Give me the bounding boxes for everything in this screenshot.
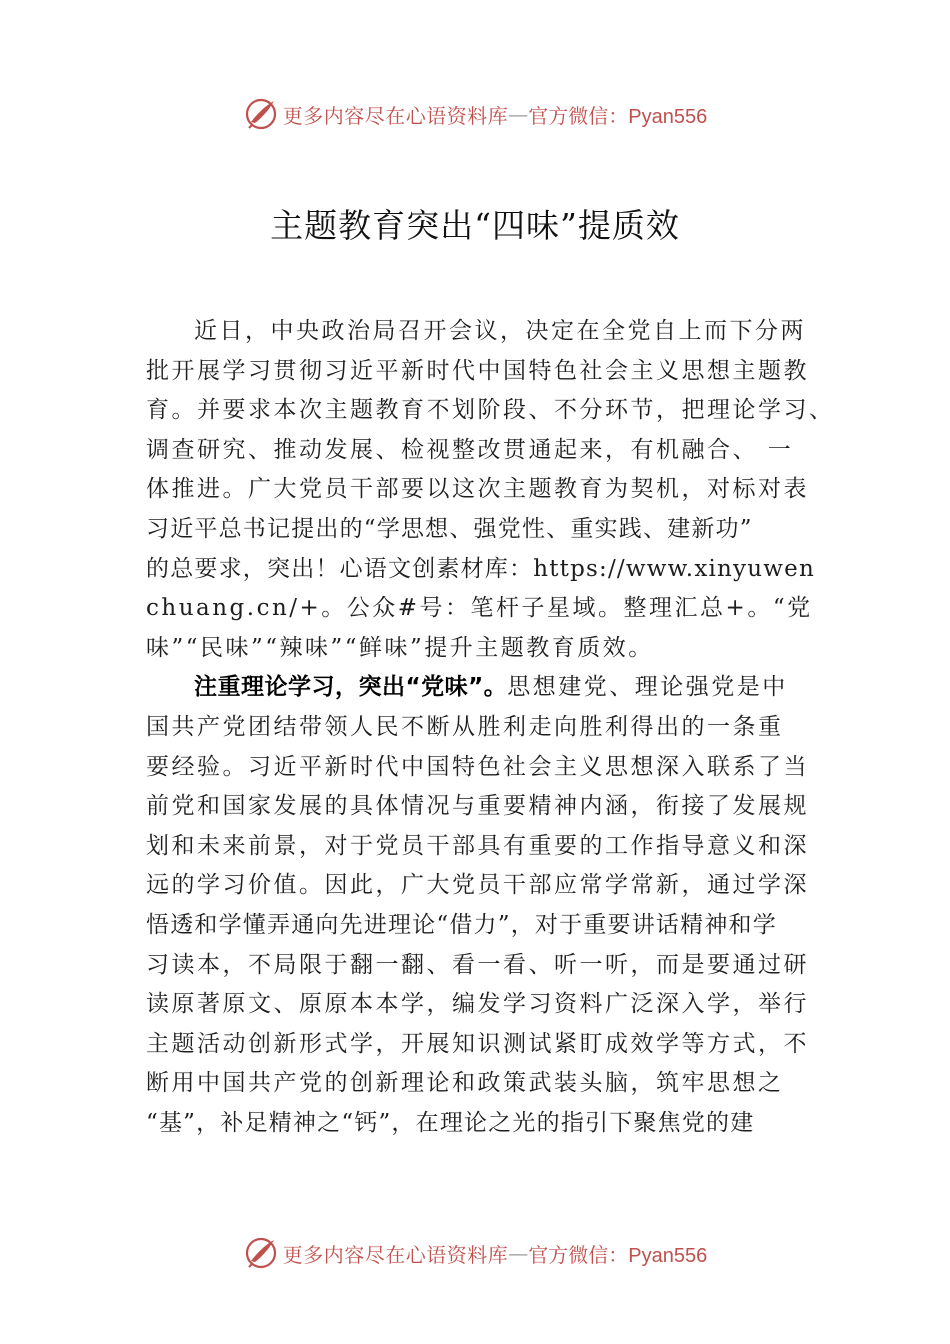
text-line: 调查研究、推动发展、检视整改贯通起来，有机融合、 一 bbox=[146, 436, 794, 463]
text-line bbox=[146, 668, 826, 708]
text-run: 思想建党、理论强党是中 bbox=[507, 674, 788, 701]
text-line: 习近平总书记提出的“学思想、强党性、重实践、建新功” bbox=[146, 515, 753, 542]
text-line: 读原著原文、原原本本学，编发学习资料广泛深入学，举行 bbox=[146, 991, 809, 1018]
section-heading: 注重理论学习，突出“党味”。 bbox=[194, 674, 508, 701]
text-line: 划和未来前景，对于党员干部具有重要的工作指导意义和深 bbox=[146, 832, 809, 859]
text-line: 近日，中央政治局召开会议，决定在全党自上而下分两 bbox=[194, 318, 806, 344]
text-line: 批开展学习贯彻习近平新时代中国特色社会主义思想主题教 bbox=[146, 357, 809, 384]
header-watermark-banner bbox=[0, 94, 950, 134]
text-line: “基”，补足精神之“钙”，在理论之光的指引下聚焦党的建 bbox=[146, 1109, 755, 1136]
text-line: 悟透和学懂弄通向先进理论“借力”，对于重要讲话精神和学 bbox=[146, 911, 777, 938]
text-line: 育。并要求本次主题教育不划阶段、不分环节，把理论学习、 bbox=[146, 397, 835, 424]
text-line: 要经验。习近平新时代中国特色社会主义思想深入联系了当 bbox=[146, 753, 809, 780]
text-line: chuang.cn/+。公众#号：笔杆子星域。整理汇总+。“党 bbox=[146, 595, 813, 622]
text-line: 远的学习价值。因此，广大党员干部应常学常新，通过学深 bbox=[146, 872, 809, 899]
text-line: 国共产党团结带领人民不断从胜利走向胜利得出的一条重 bbox=[146, 713, 784, 740]
text-line: 的总要求，突出！心语文创素材库：https://www.xinyuwen bbox=[146, 555, 815, 582]
text-line: 前党和国家发展的具体情况与重要精神内涵，衔接了发展规 bbox=[146, 793, 809, 820]
document-title: 主题教育突出“四味”提质效 bbox=[270, 206, 680, 245]
brand-text: 更多内容尽在心语资料库 bbox=[282, 1242, 509, 1267]
quill-pen-logo-icon bbox=[243, 1235, 279, 1271]
paragraph-1 bbox=[146, 312, 835, 668]
paragraph-2 bbox=[146, 668, 826, 1143]
text-line: 主题活动创新形式学，开展知识测试紧盯成效学等方式，不 bbox=[146, 1030, 809, 1057]
text-line: 味”“民味”“辣味”“鲜味”提升主题教育质效。 bbox=[146, 634, 654, 661]
brand-text: 更多内容尽在心语资料库 bbox=[282, 103, 509, 128]
separator-dash: — bbox=[508, 1241, 529, 1265]
wechat-id-text: 官方微信：Pyan556 bbox=[528, 1244, 708, 1267]
separator-dash: — bbox=[508, 102, 529, 126]
footer-watermark-banner bbox=[0, 1233, 950, 1273]
text-line: 体推进。广大党员干部要以这次主题教育为契机，对标对表 bbox=[146, 476, 809, 503]
text-line: 习读本，不局限于翻一翻、看一看、听一听，而是要通过研 bbox=[146, 951, 809, 978]
quill-pen-logo-icon bbox=[243, 96, 279, 132]
document-body bbox=[146, 312, 835, 1143]
wechat-id-text: 官方微信：Pyan556 bbox=[528, 105, 708, 128]
text-line: 断用中国共产党的创新理论和政策武装头脑，筑牢思想之 bbox=[146, 1070, 784, 1097]
